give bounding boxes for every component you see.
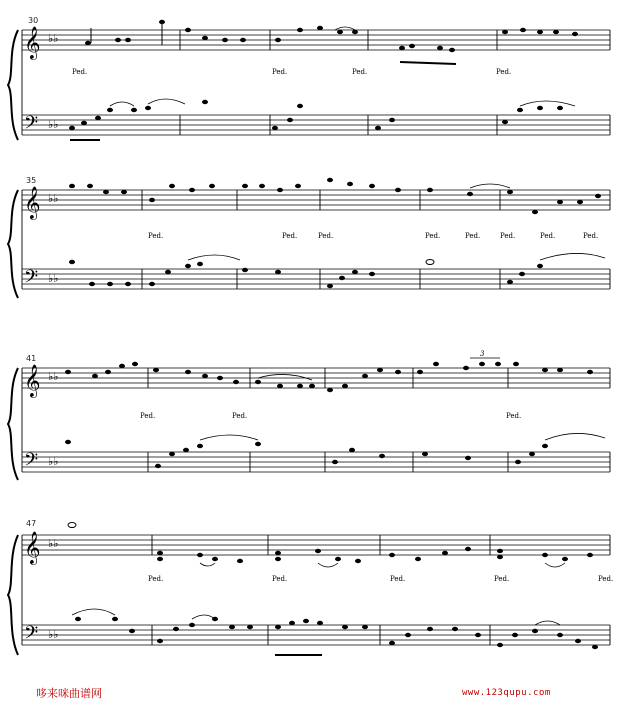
grand-staff bbox=[0, 350, 630, 490]
key-signature-flats: ♭♭ bbox=[48, 118, 59, 131]
key-signature-flats: ♭♭ bbox=[48, 272, 59, 285]
key-signature-flats: ♭♭ bbox=[48, 628, 59, 641]
bass-notes bbox=[75, 617, 598, 649]
brace bbox=[8, 190, 18, 298]
treble-notes bbox=[85, 20, 578, 52]
treble-staff bbox=[22, 30, 610, 50]
system-1 bbox=[0, 10, 630, 160]
key-signature-flats: ♭♭ bbox=[48, 370, 59, 383]
barlines bbox=[22, 368, 610, 472]
treble-clef-icon: 𝄞 bbox=[24, 26, 41, 59]
key-signature-flats: ♭♭ bbox=[48, 32, 59, 45]
grand-staff bbox=[0, 515, 630, 675]
site-url[interactable]: www.123qupu.com bbox=[462, 688, 551, 698]
svg-text:Ped.: Ped. bbox=[140, 412, 156, 420]
measure-number: 35 bbox=[26, 176, 37, 185]
svg-text:Ped.: Ped. bbox=[598, 575, 614, 583]
svg-text:Ped.: Ped. bbox=[232, 412, 248, 420]
bass-clef-icon: 𝄢 bbox=[24, 113, 39, 138]
svg-text:Ped.: Ped. bbox=[425, 232, 441, 240]
grand-staff bbox=[0, 172, 630, 312]
svg-text:Ped.: Ped. bbox=[390, 575, 406, 583]
bass-clef-icon: 𝄢 bbox=[24, 623, 39, 648]
treble-staff bbox=[22, 190, 610, 210]
pedal-marks bbox=[140, 412, 521, 420]
svg-text:Ped.: Ped. bbox=[148, 232, 164, 240]
bass-notes bbox=[65, 440, 548, 468]
svg-text:Ped.: Ped. bbox=[282, 232, 298, 240]
pedal-marks bbox=[148, 575, 613, 583]
key-signature-flats: ♭♭ bbox=[48, 537, 59, 550]
svg-text:Ped.: Ped. bbox=[465, 232, 481, 240]
pedal-marks bbox=[148, 232, 598, 240]
svg-text:Ped.: Ped. bbox=[494, 575, 510, 583]
grand-staff bbox=[0, 10, 630, 160]
svg-text:Ped.: Ped. bbox=[148, 575, 164, 583]
treble-clef-icon: 𝄞 bbox=[24, 364, 41, 397]
bass-staff bbox=[22, 452, 610, 472]
svg-text:Ped.: Ped. bbox=[583, 232, 599, 240]
brace bbox=[8, 368, 18, 480]
measure-number: 30 bbox=[28, 16, 39, 25]
svg-text:Ped.: Ped. bbox=[506, 412, 522, 420]
bass-clef-icon: 𝄢 bbox=[24, 267, 39, 292]
svg-text:Ped.: Ped. bbox=[540, 232, 556, 240]
triplet-mark: 3 bbox=[480, 350, 485, 358]
brace bbox=[8, 535, 18, 655]
measure-number: 41 bbox=[26, 354, 37, 363]
key-signature-flats: ♭♭ bbox=[48, 455, 59, 468]
bass-clef-icon: 𝄢 bbox=[24, 450, 39, 475]
svg-text:Ped.: Ped. bbox=[500, 232, 516, 240]
svg-text:Ped.: Ped. bbox=[272, 575, 288, 583]
pedal-marks bbox=[72, 68, 511, 76]
brace bbox=[8, 30, 18, 140]
system-3 bbox=[0, 350, 630, 490]
slurs bbox=[72, 563, 565, 625]
measure-number: 47 bbox=[26, 519, 37, 528]
svg-text:Ped.: Ped. bbox=[72, 68, 88, 76]
beams bbox=[70, 62, 456, 140]
svg-text:Ped.: Ped. bbox=[272, 68, 288, 76]
bass-staff bbox=[22, 625, 610, 645]
system-4 bbox=[0, 515, 630, 675]
treble-notes bbox=[68, 523, 593, 564]
treble-notes bbox=[69, 178, 601, 214]
bass-staff bbox=[22, 115, 610, 135]
svg-text:Ped.: Ped. bbox=[318, 232, 334, 240]
system-2 bbox=[0, 172, 630, 312]
site-name: 哆来咪曲谱网 bbox=[36, 687, 102, 700]
treble-clef-icon: 𝄞 bbox=[24, 531, 41, 564]
svg-text:Ped.: Ped. bbox=[496, 68, 512, 76]
treble-clef-icon: 𝄞 bbox=[24, 186, 41, 219]
key-signature-flats: ♭♭ bbox=[48, 192, 59, 205]
svg-text:Ped.: Ped. bbox=[352, 68, 368, 76]
barlines bbox=[22, 30, 610, 135]
